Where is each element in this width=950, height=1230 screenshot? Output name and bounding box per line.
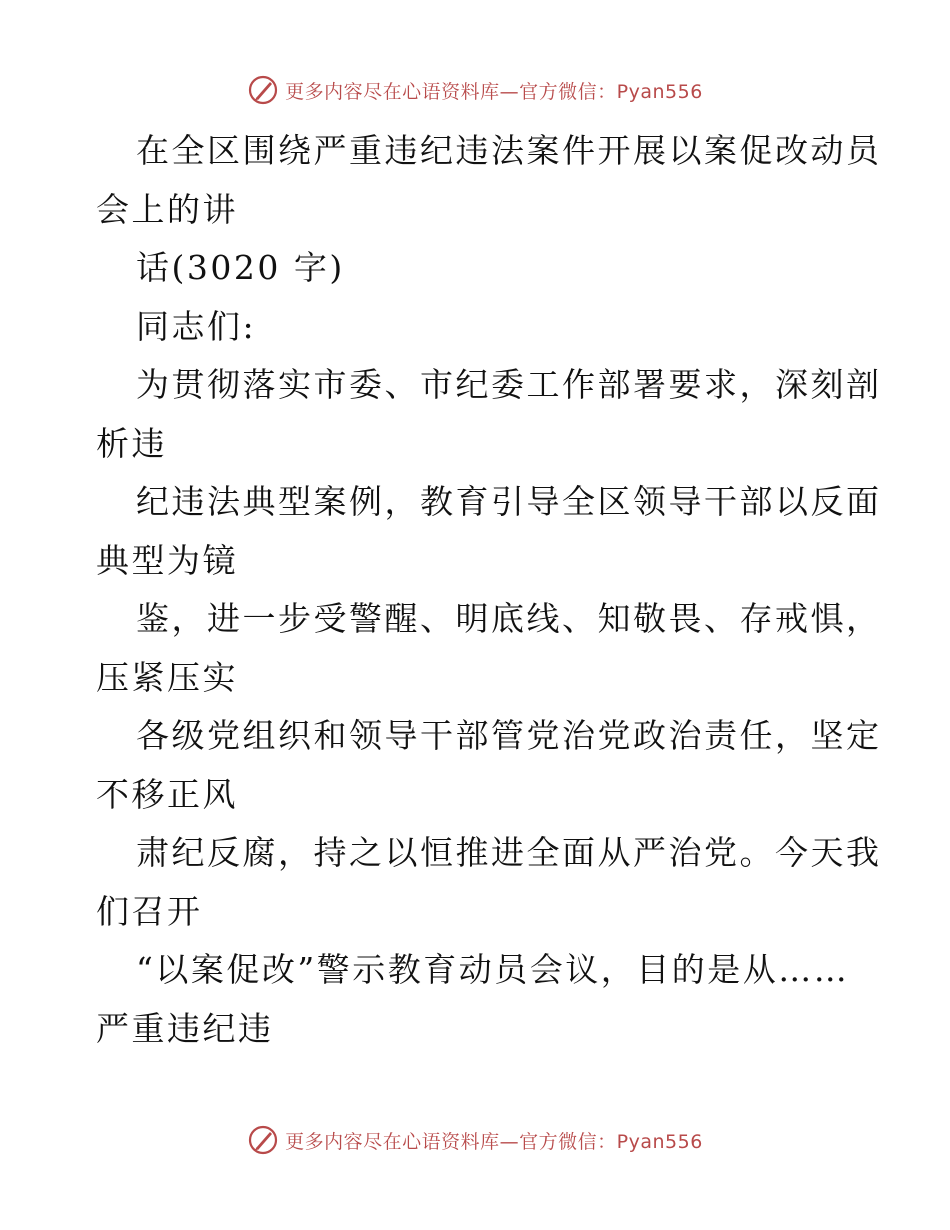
document-line: 们召开 xyxy=(96,891,203,931)
quill-pen-logo-icon xyxy=(247,74,279,106)
header-watermark-text: 更多内容尽在心语资料库—官方微信：Pyan556 xyxy=(285,80,703,103)
document-line: “以案促改”警示教育动员会议，目的是从…… xyxy=(136,950,850,989)
document-line: 压紧压实 xyxy=(96,657,238,697)
document-line: 同志们: xyxy=(136,306,257,346)
document-line: 纪违法典型案例，教育引导全区领导干部以反面 xyxy=(136,482,882,521)
footer-watermark-text: 更多内容尽在心语资料库—官方微信：Pyan556 xyxy=(285,1130,703,1153)
footer-watermark-banner xyxy=(0,1120,950,1160)
document-line: 典型为镜 xyxy=(96,540,238,580)
document-line: 不移正风 xyxy=(96,774,238,814)
document-line: 肃纪反腐，持之以恒推进全面从严治党。今天我 xyxy=(136,833,882,872)
document-line: 各级党组织和领导干部管党治党政治责任，坚定 xyxy=(136,716,882,755)
document-line: 在全区围绕严重违纪违法案件开展以案促改动员 xyxy=(136,131,882,170)
document-line: 鉴，进一步受警醒、明底线、知敬畏、存戒惧， xyxy=(136,599,882,638)
header-watermark-banner xyxy=(0,70,950,110)
document-line: 话(3020 字) xyxy=(136,248,345,287)
document-line: 严重违纪违 xyxy=(96,1008,274,1048)
document-body xyxy=(96,122,882,1058)
quill-pen-logo-icon xyxy=(247,1124,279,1156)
document-line: 析违 xyxy=(96,423,167,463)
document-line: 会上的讲 xyxy=(96,189,238,229)
document-line: 为贯彻落实市委、市纪委工作部署要求，深刻剖 xyxy=(136,365,882,404)
